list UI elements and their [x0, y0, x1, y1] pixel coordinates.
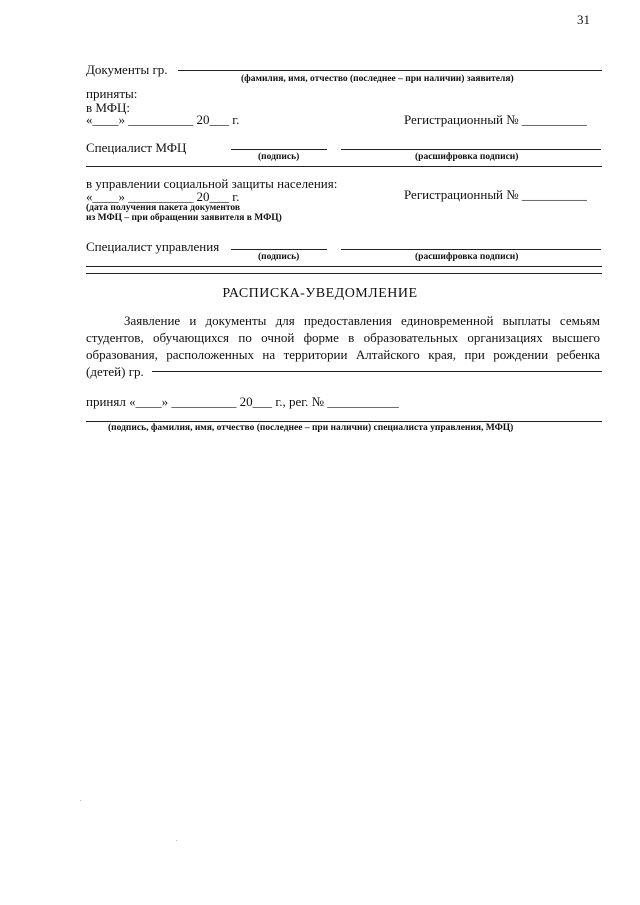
divider-line	[86, 266, 602, 267]
dept-signature-line[interactable]	[231, 249, 327, 250]
receipt-footer-hint: (подпись, фамилия, имя, отчество (последнее – при наличии) специалиста управления, МФЦ)	[108, 423, 514, 433]
applicant-hint: (фамилия, имя, отчество (последнее – при наличии) заявителя)	[241, 74, 514, 84]
scan-speck	[176, 840, 177, 841]
documents-label: Документы гр.	[86, 62, 168, 77]
dept-signature-hint: (подпись)	[258, 252, 300, 262]
mfc-signature-hint: (подпись)	[258, 152, 300, 162]
page-number: 31	[577, 12, 590, 27]
dept-label: в управлении социальной защиты населения:	[86, 176, 338, 191]
mfc-decoding-line[interactable]	[341, 149, 601, 150]
mfc-decoding-hint: (расшифровка подписи)	[415, 152, 519, 162]
receipt-accepted-line[interactable]: принял «____» __________ 20___ г., рег. № ___________	[86, 394, 399, 409]
mfc-date-line[interactable]: «____» __________ 20___ г.	[86, 112, 240, 127]
dept-date-line[interactable]: «____» __________ 20___ г.	[86, 189, 240, 204]
receipt-title: РАСПИСКА-УВЕДОМЛЕНИЕ	[222, 286, 418, 301]
mfc-specialist-label: Специалист МФЦ	[86, 140, 187, 155]
dept-decoding-hint: (расшифровка подписи)	[415, 252, 519, 262]
divider-line	[86, 166, 602, 167]
accepted-label: приняты:	[86, 86, 138, 101]
mfc-signature-line[interactable]	[231, 149, 327, 150]
dept-reg-number[interactable]: Регистрационный № __________	[404, 187, 587, 202]
dept-specialist-label: Специалист управления	[86, 239, 220, 254]
receipt-signature-line[interactable]	[86, 421, 602, 422]
mfc-label: в МФЦ:	[86, 100, 131, 115]
divider-line	[86, 273, 602, 274]
dept-decoding-line[interactable]	[341, 249, 601, 250]
applicant-name-line[interactable]	[178, 70, 602, 71]
dept-date-hint-1: (дата получения пакета документов	[86, 203, 241, 213]
receipt-applicant-line[interactable]	[152, 371, 602, 372]
dept-date-hint-2: из МФЦ – при обращении заявителя в МФЦ)	[86, 213, 282, 223]
receipt-body: Заявление и документы для предоставления единовременной выплаты семьям студентов, обучающихся по очной форме в образовательных организациях высшего образования, расположенных на территории Алтайского края, при рождении ребенка (детей) гр.	[86, 313, 600, 379]
mfc-reg-number[interactable]: Регистрационный № __________	[404, 112, 587, 127]
scan-speck	[80, 800, 81, 801]
